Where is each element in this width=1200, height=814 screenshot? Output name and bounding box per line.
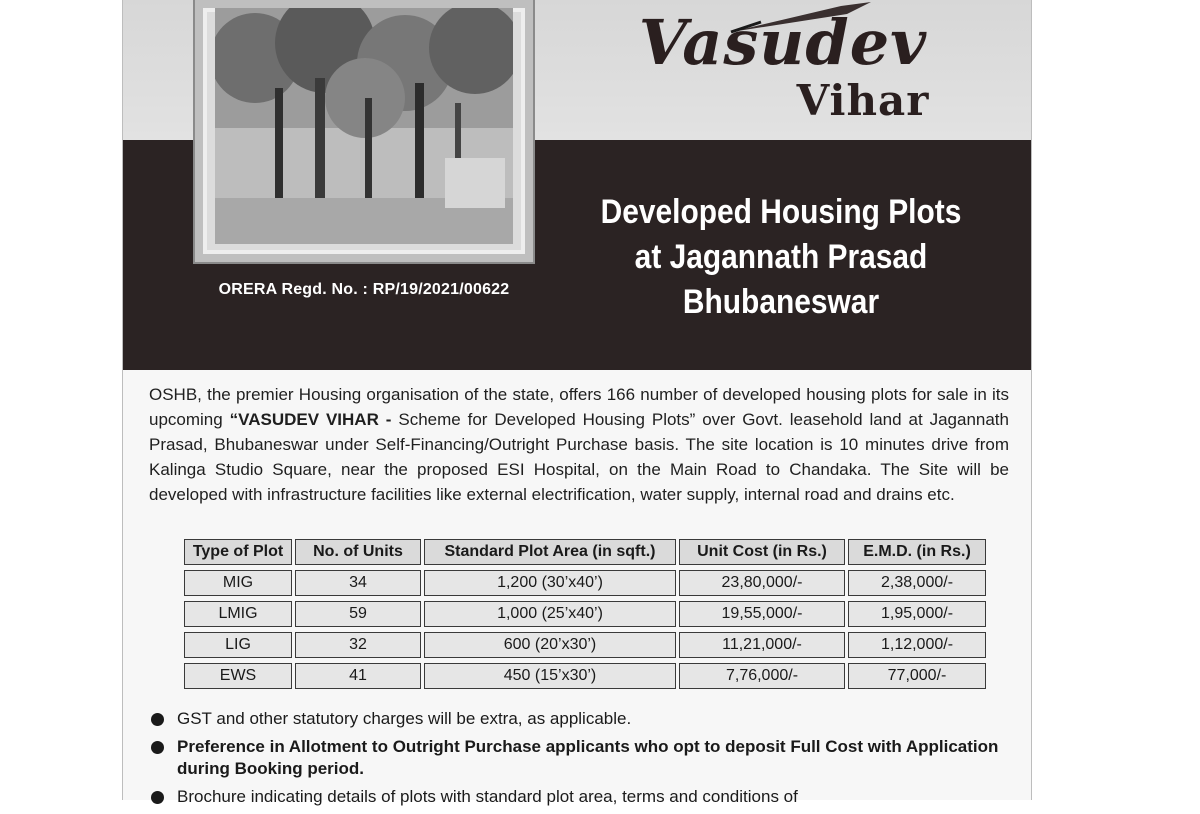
- cell-emd: 1,95,000/-: [848, 601, 986, 627]
- intro-text-part-1: OSHB, the premier Housing organisation of the state, offers 166 number of developed housing plots for sale in its upcoming: [149, 385, 1009, 429]
- notes-list: [147, 708, 1013, 814]
- cell-area: 1,200 (30’x40’): [424, 570, 676, 596]
- header-type-of-plot: Type of Plot: [184, 539, 292, 565]
- header-unit-cost: Unit Cost (in Rs.): [679, 539, 845, 565]
- cell-units: 59: [295, 601, 421, 627]
- advertisement-page: [122, 0, 1032, 806]
- cell-type: MIG: [184, 570, 292, 596]
- cell-emd: 77,000/-: [848, 663, 986, 689]
- intro-paragraph: [149, 382, 1009, 507]
- cell-cost: 11,21,000/-: [679, 632, 845, 658]
- intro-text-part-2: Scheme for Developed Housing Plots” over Govt. leasehold land at Jagannath Prasad, Bhubaneswar under Self-Financing/Outright Purchase basis. The site location is 10 minutes drive from Kalinga Studio Square, near the proposed ESI Hospital, on the Main Road to Chandaka. The Site will be developed with infrastructure facilities like external electrification, water supply, internal road and drains etc.: [149, 410, 1009, 504]
- cell-area: 450 (15’x30’): [424, 663, 676, 689]
- header-emd: E.M.D. (in Rs.): [848, 539, 986, 565]
- table-header-row: [184, 539, 986, 565]
- bullet-icon: [151, 791, 164, 804]
- cell-type: LMIG: [184, 601, 292, 627]
- bullet-icon: [151, 741, 164, 754]
- header-no-of-units: No. of Units: [295, 539, 421, 565]
- cell-units: 34: [295, 570, 421, 596]
- headline-line-2: at Jagannath Prasad: [634, 238, 928, 276]
- painting-frame: [195, 0, 533, 262]
- cell-units: 41: [295, 663, 421, 689]
- plot-details-table: [181, 534, 989, 694]
- list-item: [147, 786, 1013, 808]
- logo-script-text: Vasudev: [638, 6, 928, 79]
- headline-line-1: Developed Housing Plots: [600, 193, 962, 231]
- note-text: Preference in Allotment to Outright Purchase applicants who opt to deposit Full Cost with Application during Booking period.: [177, 737, 999, 778]
- cell-emd: 1,12,000/-: [848, 632, 986, 658]
- logo-sub-text: Vihar: [796, 76, 930, 125]
- table-row: [184, 632, 986, 658]
- cell-type: LIG: [184, 632, 292, 658]
- intro-scheme-name: “VASUDEV VIHAR -: [229, 410, 392, 429]
- note-text: Brochure indicating details of plots with standard plot area, terms and conditions of: [177, 787, 798, 806]
- bullet-icon: [151, 713, 164, 726]
- table-row: [184, 601, 986, 627]
- cell-type: EWS: [184, 663, 292, 689]
- orera-registration-number: ORERA Regd. No. : RP/19/2021/00622: [218, 281, 510, 298]
- header-standard-plot-area: Standard Plot Area (in sqft.): [424, 539, 676, 565]
- headline: [580, 190, 981, 325]
- list-item: [147, 736, 1013, 780]
- cell-cost: 23,80,000/-: [679, 570, 845, 596]
- cell-area: 600 (20’x30’): [424, 632, 676, 658]
- list-item: [147, 708, 1013, 730]
- cell-cost: 19,55,000/-: [679, 601, 845, 627]
- forest-painting-image: [215, 8, 513, 244]
- table-row: [184, 663, 986, 689]
- cell-units: 32: [295, 632, 421, 658]
- cell-emd: 2,38,000/-: [848, 570, 986, 596]
- note-text: GST and other statutory charges will be extra, as applicable.: [177, 709, 632, 728]
- cell-area: 1,000 (25’x40’): [424, 601, 676, 627]
- cell-cost: 7,76,000/-: [679, 663, 845, 689]
- headline-line-3: Bhubaneswar: [682, 283, 880, 321]
- table-row: [184, 570, 986, 596]
